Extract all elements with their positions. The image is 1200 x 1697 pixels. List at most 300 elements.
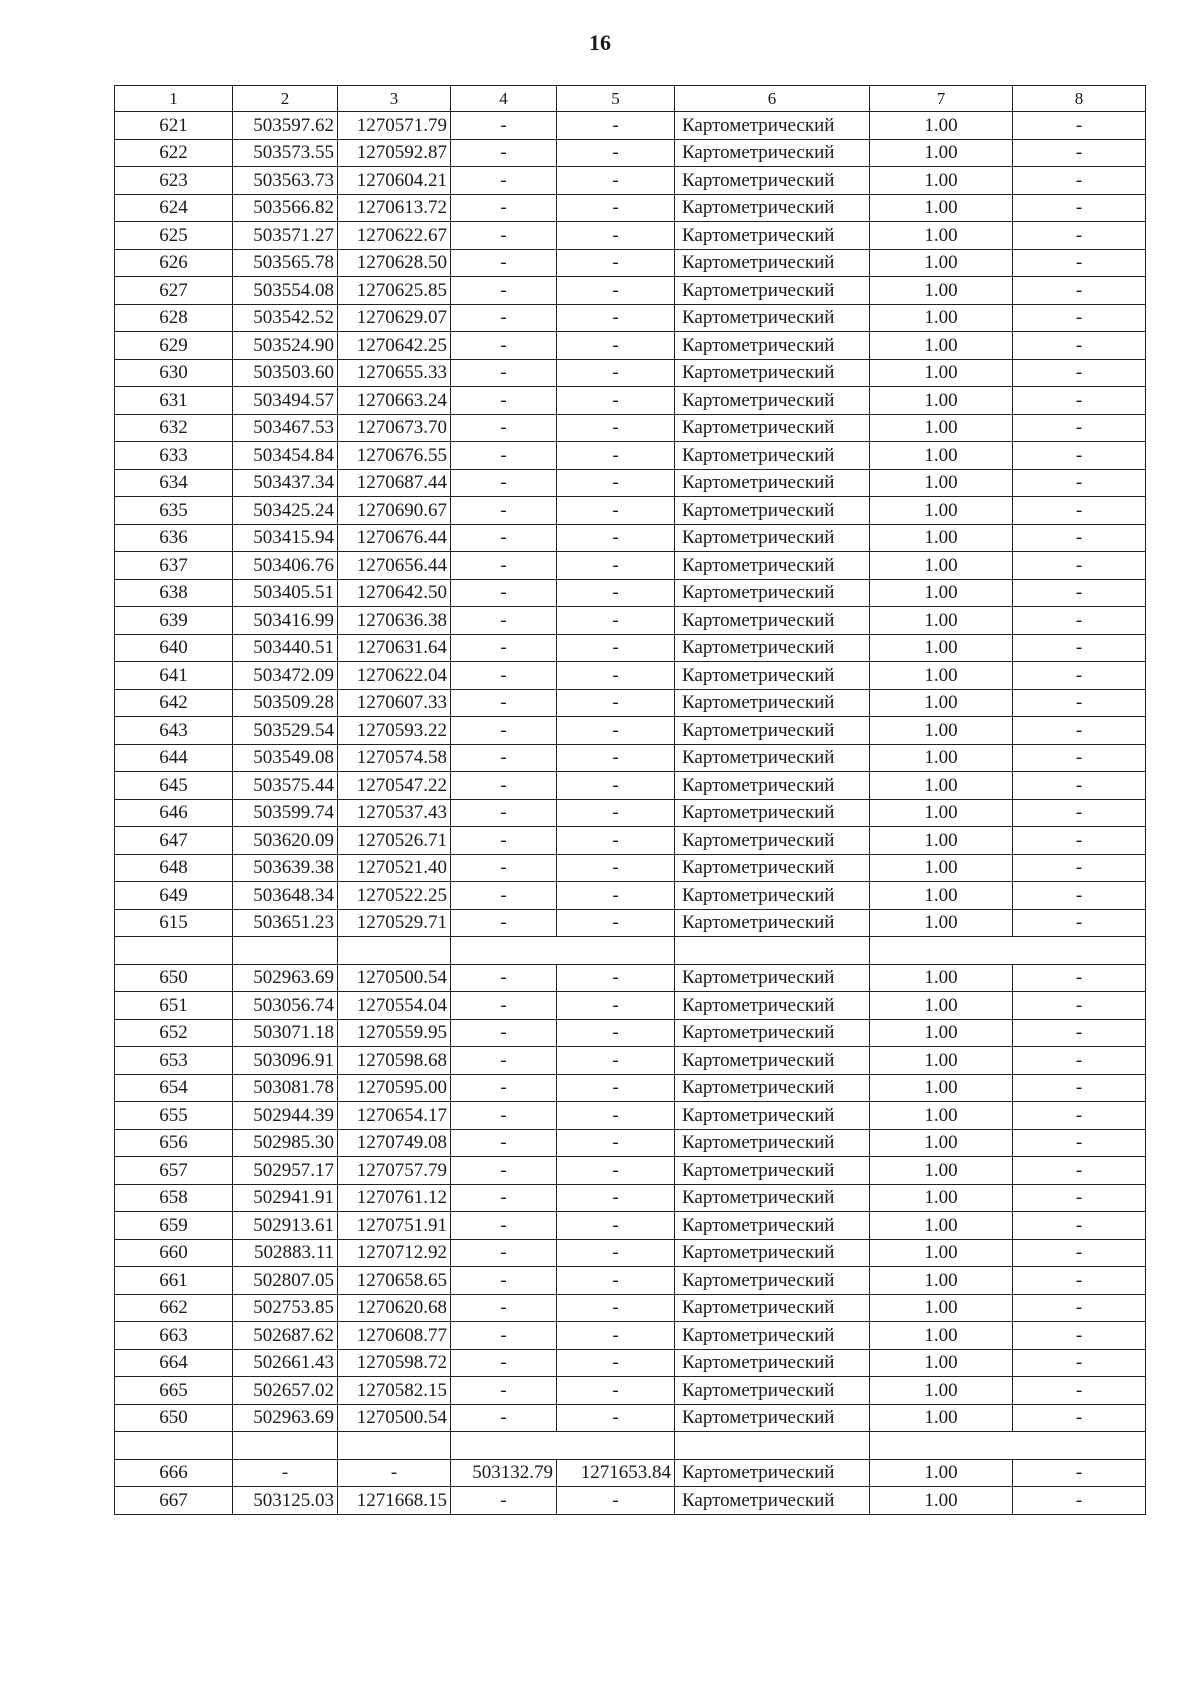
x-coord-alt-cell: -	[451, 304, 557, 332]
table-row	[115, 1212, 1146, 1240]
description-cell: -	[1013, 662, 1146, 690]
method-cell: Картометрический	[675, 882, 870, 910]
y-coord-cell: 1270559.95	[338, 1019, 451, 1047]
description-cell: -	[1013, 387, 1146, 415]
accuracy-cell: 1.00	[870, 277, 1013, 305]
table-row	[115, 579, 1146, 607]
description-cell: -	[1013, 469, 1146, 497]
description-cell: -	[1013, 827, 1146, 855]
accuracy-cell: 1.00	[870, 249, 1013, 277]
column-header: 3	[338, 86, 451, 112]
description-cell: -	[1013, 249, 1146, 277]
method-cell: Картометрический	[675, 277, 870, 305]
table-row	[115, 524, 1146, 552]
accuracy-cell: 1.00	[870, 854, 1013, 882]
y-coord-alt-cell: -	[557, 1322, 675, 1350]
x-coord-alt-cell: -	[451, 909, 557, 937]
x-coord-cell: 503125.03	[233, 1487, 338, 1515]
table-row	[115, 854, 1146, 882]
x-coord-cell: 503415.94	[233, 524, 338, 552]
x-coord-cell: 502941.91	[233, 1184, 338, 1212]
table-row	[115, 222, 1146, 250]
accuracy-cell: 1.00	[870, 112, 1013, 140]
point-number-cell: 652	[115, 1019, 233, 1047]
point-number-cell: 663	[115, 1322, 233, 1350]
x-coord-alt-cell: -	[451, 277, 557, 305]
x-coord-alt-cell: -	[451, 139, 557, 167]
point-number-cell: 639	[115, 607, 233, 635]
point-number-cell: 647	[115, 827, 233, 855]
y-coord-cell: 1270642.25	[338, 332, 451, 360]
x-coord-alt-cell: -	[451, 332, 557, 360]
table-row	[115, 689, 1146, 717]
y-coord-alt-cell: -	[557, 1212, 675, 1240]
method-cell: Картометрический	[675, 1404, 870, 1432]
y-coord-alt-cell: -	[557, 799, 675, 827]
point-number-cell: 657	[115, 1157, 233, 1185]
method-cell: Картометрический	[675, 1267, 870, 1295]
accuracy-cell: 1.00	[870, 882, 1013, 910]
y-coord-alt-cell: -	[557, 359, 675, 387]
description-cell: -	[1013, 194, 1146, 222]
x-coord-alt-cell: -	[451, 992, 557, 1020]
y-coord-cell: 1270604.21	[338, 167, 451, 195]
method-cell: Картометрический	[675, 1487, 870, 1515]
table-row	[115, 964, 1146, 992]
method-cell: Картометрический	[675, 799, 870, 827]
x-coord-alt-cell: -	[451, 1239, 557, 1267]
y-coord-alt-cell: -	[557, 387, 675, 415]
x-coord-cell: 502883.11	[233, 1239, 338, 1267]
x-coord-cell: 502807.05	[233, 1267, 338, 1295]
method-cell: Картометрический	[675, 717, 870, 745]
y-coord-alt-cell: -	[557, 772, 675, 800]
table-row	[115, 552, 1146, 580]
x-coord-cell: 503620.09	[233, 827, 338, 855]
method-cell: Картометрический	[675, 1294, 870, 1322]
x-coord-alt-cell: -	[451, 442, 557, 470]
description-cell: -	[1013, 992, 1146, 1020]
y-coord-alt-cell: -	[557, 249, 675, 277]
description-cell: -	[1013, 799, 1146, 827]
accuracy-cell: 1.00	[870, 634, 1013, 662]
x-coord-alt-cell: -	[451, 1184, 557, 1212]
empty-cell	[233, 937, 338, 965]
x-coord-alt-cell: -	[451, 689, 557, 717]
description-cell: -	[1013, 1102, 1146, 1130]
method-cell: Картометрический	[675, 1459, 870, 1487]
method-cell: Картометрический	[675, 524, 870, 552]
x-coord-cell: 503405.51	[233, 579, 338, 607]
table-row	[115, 1459, 1146, 1487]
accuracy-cell: 1.00	[870, 964, 1013, 992]
method-cell: Картометрический	[675, 442, 870, 470]
y-coord-alt-cell: -	[557, 992, 675, 1020]
table-row	[115, 1129, 1146, 1157]
y-coord-alt-cell: -	[557, 469, 675, 497]
x-coord-cell: 502753.85	[233, 1294, 338, 1322]
table-row	[115, 662, 1146, 690]
description-cell: -	[1013, 1212, 1146, 1240]
y-coord-cell: 1270622.04	[338, 662, 451, 690]
x-coord-alt-cell: 503132.79	[451, 1459, 557, 1487]
x-coord-cell: 503529.54	[233, 717, 338, 745]
table-row	[115, 359, 1146, 387]
y-coord-cell: -	[338, 1459, 451, 1487]
point-number-cell: 625	[115, 222, 233, 250]
x-coord-cell: 502963.69	[233, 1404, 338, 1432]
y-coord-alt-cell: -	[557, 1074, 675, 1102]
y-coord-cell: 1270625.85	[338, 277, 451, 305]
column-header: 4	[451, 86, 557, 112]
method-cell: Картометрический	[675, 414, 870, 442]
method-cell: Картометрический	[675, 304, 870, 332]
point-number-cell: 636	[115, 524, 233, 552]
accuracy-cell: 1.00	[870, 909, 1013, 937]
table-row	[115, 469, 1146, 497]
point-number-cell: 648	[115, 854, 233, 882]
y-coord-alt-cell: -	[557, 662, 675, 690]
y-coord-alt-cell: -	[557, 167, 675, 195]
method-cell: Картометрический	[675, 1129, 870, 1157]
x-coord-cell: 503454.84	[233, 442, 338, 470]
method-cell: Картометрический	[675, 579, 870, 607]
table-row	[115, 1487, 1146, 1515]
x-coord-alt-cell: -	[451, 1047, 557, 1075]
table-row	[115, 799, 1146, 827]
accuracy-cell: 1.00	[870, 222, 1013, 250]
y-coord-alt-cell: -	[557, 1184, 675, 1212]
description-cell: -	[1013, 1459, 1146, 1487]
point-number-cell: 630	[115, 359, 233, 387]
y-coord-alt-cell: -	[557, 277, 675, 305]
y-coord-cell: 1270656.44	[338, 552, 451, 580]
x-coord-alt-cell: -	[451, 772, 557, 800]
accuracy-cell: 1.00	[870, 1459, 1013, 1487]
table-header-row	[115, 86, 1146, 112]
x-coord-cell: 503639.38	[233, 854, 338, 882]
x-coord-alt-cell: -	[451, 662, 557, 690]
description-cell: -	[1013, 414, 1146, 442]
description-cell: -	[1013, 882, 1146, 910]
x-coord-cell: 503440.51	[233, 634, 338, 662]
method-cell: Картометрический	[675, 1377, 870, 1405]
x-coord-alt-cell: -	[451, 497, 557, 525]
point-number-cell: 661	[115, 1267, 233, 1295]
accuracy-cell: 1.00	[870, 1129, 1013, 1157]
x-coord-cell: 503437.34	[233, 469, 338, 497]
description-cell: -	[1013, 442, 1146, 470]
method-cell: Картометрический	[675, 552, 870, 580]
x-coord-cell: 502687.62	[233, 1322, 338, 1350]
x-coord-alt-cell: -	[451, 1157, 557, 1185]
empty-cell	[675, 937, 870, 965]
table-row	[115, 827, 1146, 855]
method-cell: Картометрический	[675, 662, 870, 690]
x-coord-cell: 502957.17	[233, 1157, 338, 1185]
method-cell: Картометрический	[675, 387, 870, 415]
point-number-cell: 659	[115, 1212, 233, 1240]
x-coord-alt-cell: -	[451, 744, 557, 772]
description-cell: -	[1013, 1322, 1146, 1350]
point-number-cell: 656	[115, 1129, 233, 1157]
point-number-cell: 651	[115, 992, 233, 1020]
method-cell: Картометрический	[675, 1047, 870, 1075]
y-coord-alt-cell: -	[557, 634, 675, 662]
table-row	[115, 1019, 1146, 1047]
description-cell: -	[1013, 1349, 1146, 1377]
method-cell: Картометрический	[675, 964, 870, 992]
accuracy-cell: 1.00	[870, 744, 1013, 772]
method-cell: Картометрический	[675, 249, 870, 277]
accuracy-cell: 1.00	[870, 689, 1013, 717]
x-coord-alt-cell: -	[451, 1019, 557, 1047]
x-coord-alt-cell: -	[451, 1322, 557, 1350]
y-coord-cell: 1270622.67	[338, 222, 451, 250]
description-cell: -	[1013, 909, 1146, 937]
y-coord-alt-cell: -	[557, 442, 675, 470]
y-coord-alt-cell: -	[557, 1019, 675, 1047]
table-row	[115, 909, 1146, 937]
y-coord-cell: 1270629.07	[338, 304, 451, 332]
accuracy-cell: 1.00	[870, 139, 1013, 167]
y-coord-alt-cell: -	[557, 222, 675, 250]
y-coord-alt-cell: -	[557, 194, 675, 222]
y-coord-alt-cell: -	[557, 827, 675, 855]
x-coord-alt-cell: -	[451, 799, 557, 827]
method-cell: Картометрический	[675, 689, 870, 717]
x-coord-cell: 503571.27	[233, 222, 338, 250]
table-row	[115, 772, 1146, 800]
x-coord-alt-cell: -	[451, 359, 557, 387]
description-cell: -	[1013, 1129, 1146, 1157]
y-coord-cell: 1270712.92	[338, 1239, 451, 1267]
x-coord-alt-cell: -	[451, 854, 557, 882]
column-header: 2	[233, 86, 338, 112]
method-cell: Картометрический	[675, 634, 870, 662]
description-cell: -	[1013, 1074, 1146, 1102]
table-row	[115, 1047, 1146, 1075]
method-cell: Картометрический	[675, 607, 870, 635]
y-coord-cell: 1270521.40	[338, 854, 451, 882]
point-number-cell: 654	[115, 1074, 233, 1102]
description-cell: -	[1013, 1487, 1146, 1515]
method-cell: Картометрический	[675, 772, 870, 800]
x-coord-cell: 503081.78	[233, 1074, 338, 1102]
accuracy-cell: 1.00	[870, 524, 1013, 552]
x-coord-cell: 503549.08	[233, 744, 338, 772]
x-coord-alt-cell: -	[451, 1349, 557, 1377]
description-cell: -	[1013, 1239, 1146, 1267]
x-coord-alt-cell: -	[451, 717, 557, 745]
table-row	[115, 194, 1146, 222]
table-row	[115, 1267, 1146, 1295]
accuracy-cell: 1.00	[870, 607, 1013, 635]
y-coord-cell: 1270655.33	[338, 359, 451, 387]
y-coord-alt-cell: -	[557, 1157, 675, 1185]
method-cell: Картометрический	[675, 222, 870, 250]
table-row	[115, 1239, 1146, 1267]
description-cell: -	[1013, 304, 1146, 332]
x-coord-cell: 503566.82	[233, 194, 338, 222]
x-coord-cell: 503509.28	[233, 689, 338, 717]
y-coord-cell: 1270620.68	[338, 1294, 451, 1322]
accuracy-cell: 1.00	[870, 1047, 1013, 1075]
accuracy-cell: 1.00	[870, 717, 1013, 745]
point-number-cell: 628	[115, 304, 233, 332]
x-coord-alt-cell: -	[451, 387, 557, 415]
y-coord-cell: 1270500.54	[338, 1404, 451, 1432]
y-coord-cell: 1270526.71	[338, 827, 451, 855]
empty-cell	[115, 937, 233, 965]
x-coord-alt-cell: -	[451, 634, 557, 662]
table-row	[115, 1184, 1146, 1212]
y-coord-cell: 1270598.72	[338, 1349, 451, 1377]
accuracy-cell: 1.00	[870, 1377, 1013, 1405]
x-coord-alt-cell: -	[451, 414, 557, 442]
x-coord-cell: 503563.73	[233, 167, 338, 195]
x-coord-cell: 502944.39	[233, 1102, 338, 1130]
column-header: 6	[675, 86, 870, 112]
y-coord-alt-cell: -	[557, 579, 675, 607]
x-coord-cell: 503648.34	[233, 882, 338, 910]
table-row	[115, 167, 1146, 195]
page-number: 16	[589, 30, 611, 55]
y-coord-alt-cell: -	[557, 304, 675, 332]
point-number-cell: 665	[115, 1377, 233, 1405]
y-coord-cell: 1270608.77	[338, 1322, 451, 1350]
y-coord-cell: 1270761.12	[338, 1184, 451, 1212]
y-coord-alt-cell: -	[557, 497, 675, 525]
method-cell: Картометрический	[675, 194, 870, 222]
method-cell: Картометрический	[675, 1322, 870, 1350]
y-coord-alt-cell: -	[557, 1487, 675, 1515]
table-row	[115, 304, 1146, 332]
x-coord-alt-cell: -	[451, 112, 557, 140]
x-coord-cell: 503425.24	[233, 497, 338, 525]
x-coord-cell: 503651.23	[233, 909, 338, 937]
method-cell: Картометрический	[675, 744, 870, 772]
accuracy-cell: 1.00	[870, 1184, 1013, 1212]
point-number-cell: 642	[115, 689, 233, 717]
table-row	[115, 249, 1146, 277]
y-coord-cell: 1270631.64	[338, 634, 451, 662]
method-cell: Картометрический	[675, 497, 870, 525]
y-coord-alt-cell: -	[557, 524, 675, 552]
y-coord-alt-cell: -	[557, 1267, 675, 1295]
description-cell: -	[1013, 689, 1146, 717]
point-number-cell: 664	[115, 1349, 233, 1377]
point-number-cell: 662	[115, 1294, 233, 1322]
y-coord-cell: 1270749.08	[338, 1129, 451, 1157]
accuracy-cell: 1.00	[870, 1102, 1013, 1130]
x-coord-alt-cell: -	[451, 1404, 557, 1432]
x-coord-alt-cell: -	[451, 222, 557, 250]
method-cell: Картометрический	[675, 1349, 870, 1377]
x-coord-cell: 503599.74	[233, 799, 338, 827]
accuracy-cell: 1.00	[870, 827, 1013, 855]
point-number-cell: 627	[115, 277, 233, 305]
x-coord-cell: -	[233, 1459, 338, 1487]
y-coord-alt-cell: -	[557, 139, 675, 167]
description-cell: -	[1013, 1019, 1146, 1047]
x-coord-cell: 502985.30	[233, 1129, 338, 1157]
column-header: 1	[115, 86, 233, 112]
table-row	[115, 1349, 1146, 1377]
description-cell: -	[1013, 1047, 1146, 1075]
accuracy-cell: 1.00	[870, 1487, 1013, 1515]
method-cell: Картометрический	[675, 1157, 870, 1185]
y-coord-cell: 1270592.87	[338, 139, 451, 167]
method-cell: Картометрический	[675, 1212, 870, 1240]
method-cell: Картометрический	[675, 359, 870, 387]
y-coord-cell: 1270613.72	[338, 194, 451, 222]
table-row	[115, 112, 1146, 140]
y-coord-cell: 1270658.65	[338, 1267, 451, 1295]
y-coord-cell: 1270654.17	[338, 1102, 451, 1130]
accuracy-cell: 1.00	[870, 1019, 1013, 1047]
table-row	[115, 1294, 1146, 1322]
x-coord-alt-cell: -	[451, 882, 557, 910]
y-coord-cell: 1270642.50	[338, 579, 451, 607]
accuracy-cell: 1.00	[870, 1294, 1013, 1322]
table-row	[115, 332, 1146, 360]
accuracy-cell: 1.00	[870, 1349, 1013, 1377]
x-coord-cell: 503096.91	[233, 1047, 338, 1075]
y-coord-cell: 1270628.50	[338, 249, 451, 277]
table-row	[115, 882, 1146, 910]
point-number-cell: 660	[115, 1239, 233, 1267]
accuracy-cell: 1.00	[870, 1212, 1013, 1240]
method-cell: Картометрический	[675, 909, 870, 937]
description-cell: -	[1013, 139, 1146, 167]
x-coord-cell: 503565.78	[233, 249, 338, 277]
y-coord-cell: 1270690.67	[338, 497, 451, 525]
x-coord-cell: 503071.18	[233, 1019, 338, 1047]
description-cell: -	[1013, 964, 1146, 992]
y-coord-alt-cell: -	[557, 909, 675, 937]
x-coord-cell: 503494.57	[233, 387, 338, 415]
x-coord-alt-cell: -	[451, 1102, 557, 1130]
accuracy-cell: 1.00	[870, 359, 1013, 387]
table-row	[115, 497, 1146, 525]
x-coord-alt-cell: -	[451, 827, 557, 855]
point-number-cell: 629	[115, 332, 233, 360]
y-coord-alt-cell: 1271653.84	[557, 1459, 675, 1487]
point-number-cell: 646	[115, 799, 233, 827]
y-coord-alt-cell: -	[557, 414, 675, 442]
x-coord-alt-cell: -	[451, 1294, 557, 1322]
y-coord-alt-cell: -	[557, 112, 675, 140]
table-row	[115, 442, 1146, 470]
description-cell: -	[1013, 277, 1146, 305]
point-number-cell: 634	[115, 469, 233, 497]
y-coord-alt-cell: -	[557, 854, 675, 882]
description-cell: -	[1013, 634, 1146, 662]
table-body	[115, 112, 1146, 1515]
table-row	[115, 277, 1146, 305]
x-coord-alt-cell: -	[451, 964, 557, 992]
description-cell: -	[1013, 1377, 1146, 1405]
y-coord-cell: 1270571.79	[338, 112, 451, 140]
y-coord-alt-cell: -	[557, 607, 675, 635]
table-row	[115, 1322, 1146, 1350]
accuracy-cell: 1.00	[870, 497, 1013, 525]
point-number-cell: 650	[115, 1404, 233, 1432]
empty-cell	[338, 937, 451, 965]
x-coord-alt-cell: -	[451, 1267, 557, 1295]
x-coord-cell: 503524.90	[233, 332, 338, 360]
